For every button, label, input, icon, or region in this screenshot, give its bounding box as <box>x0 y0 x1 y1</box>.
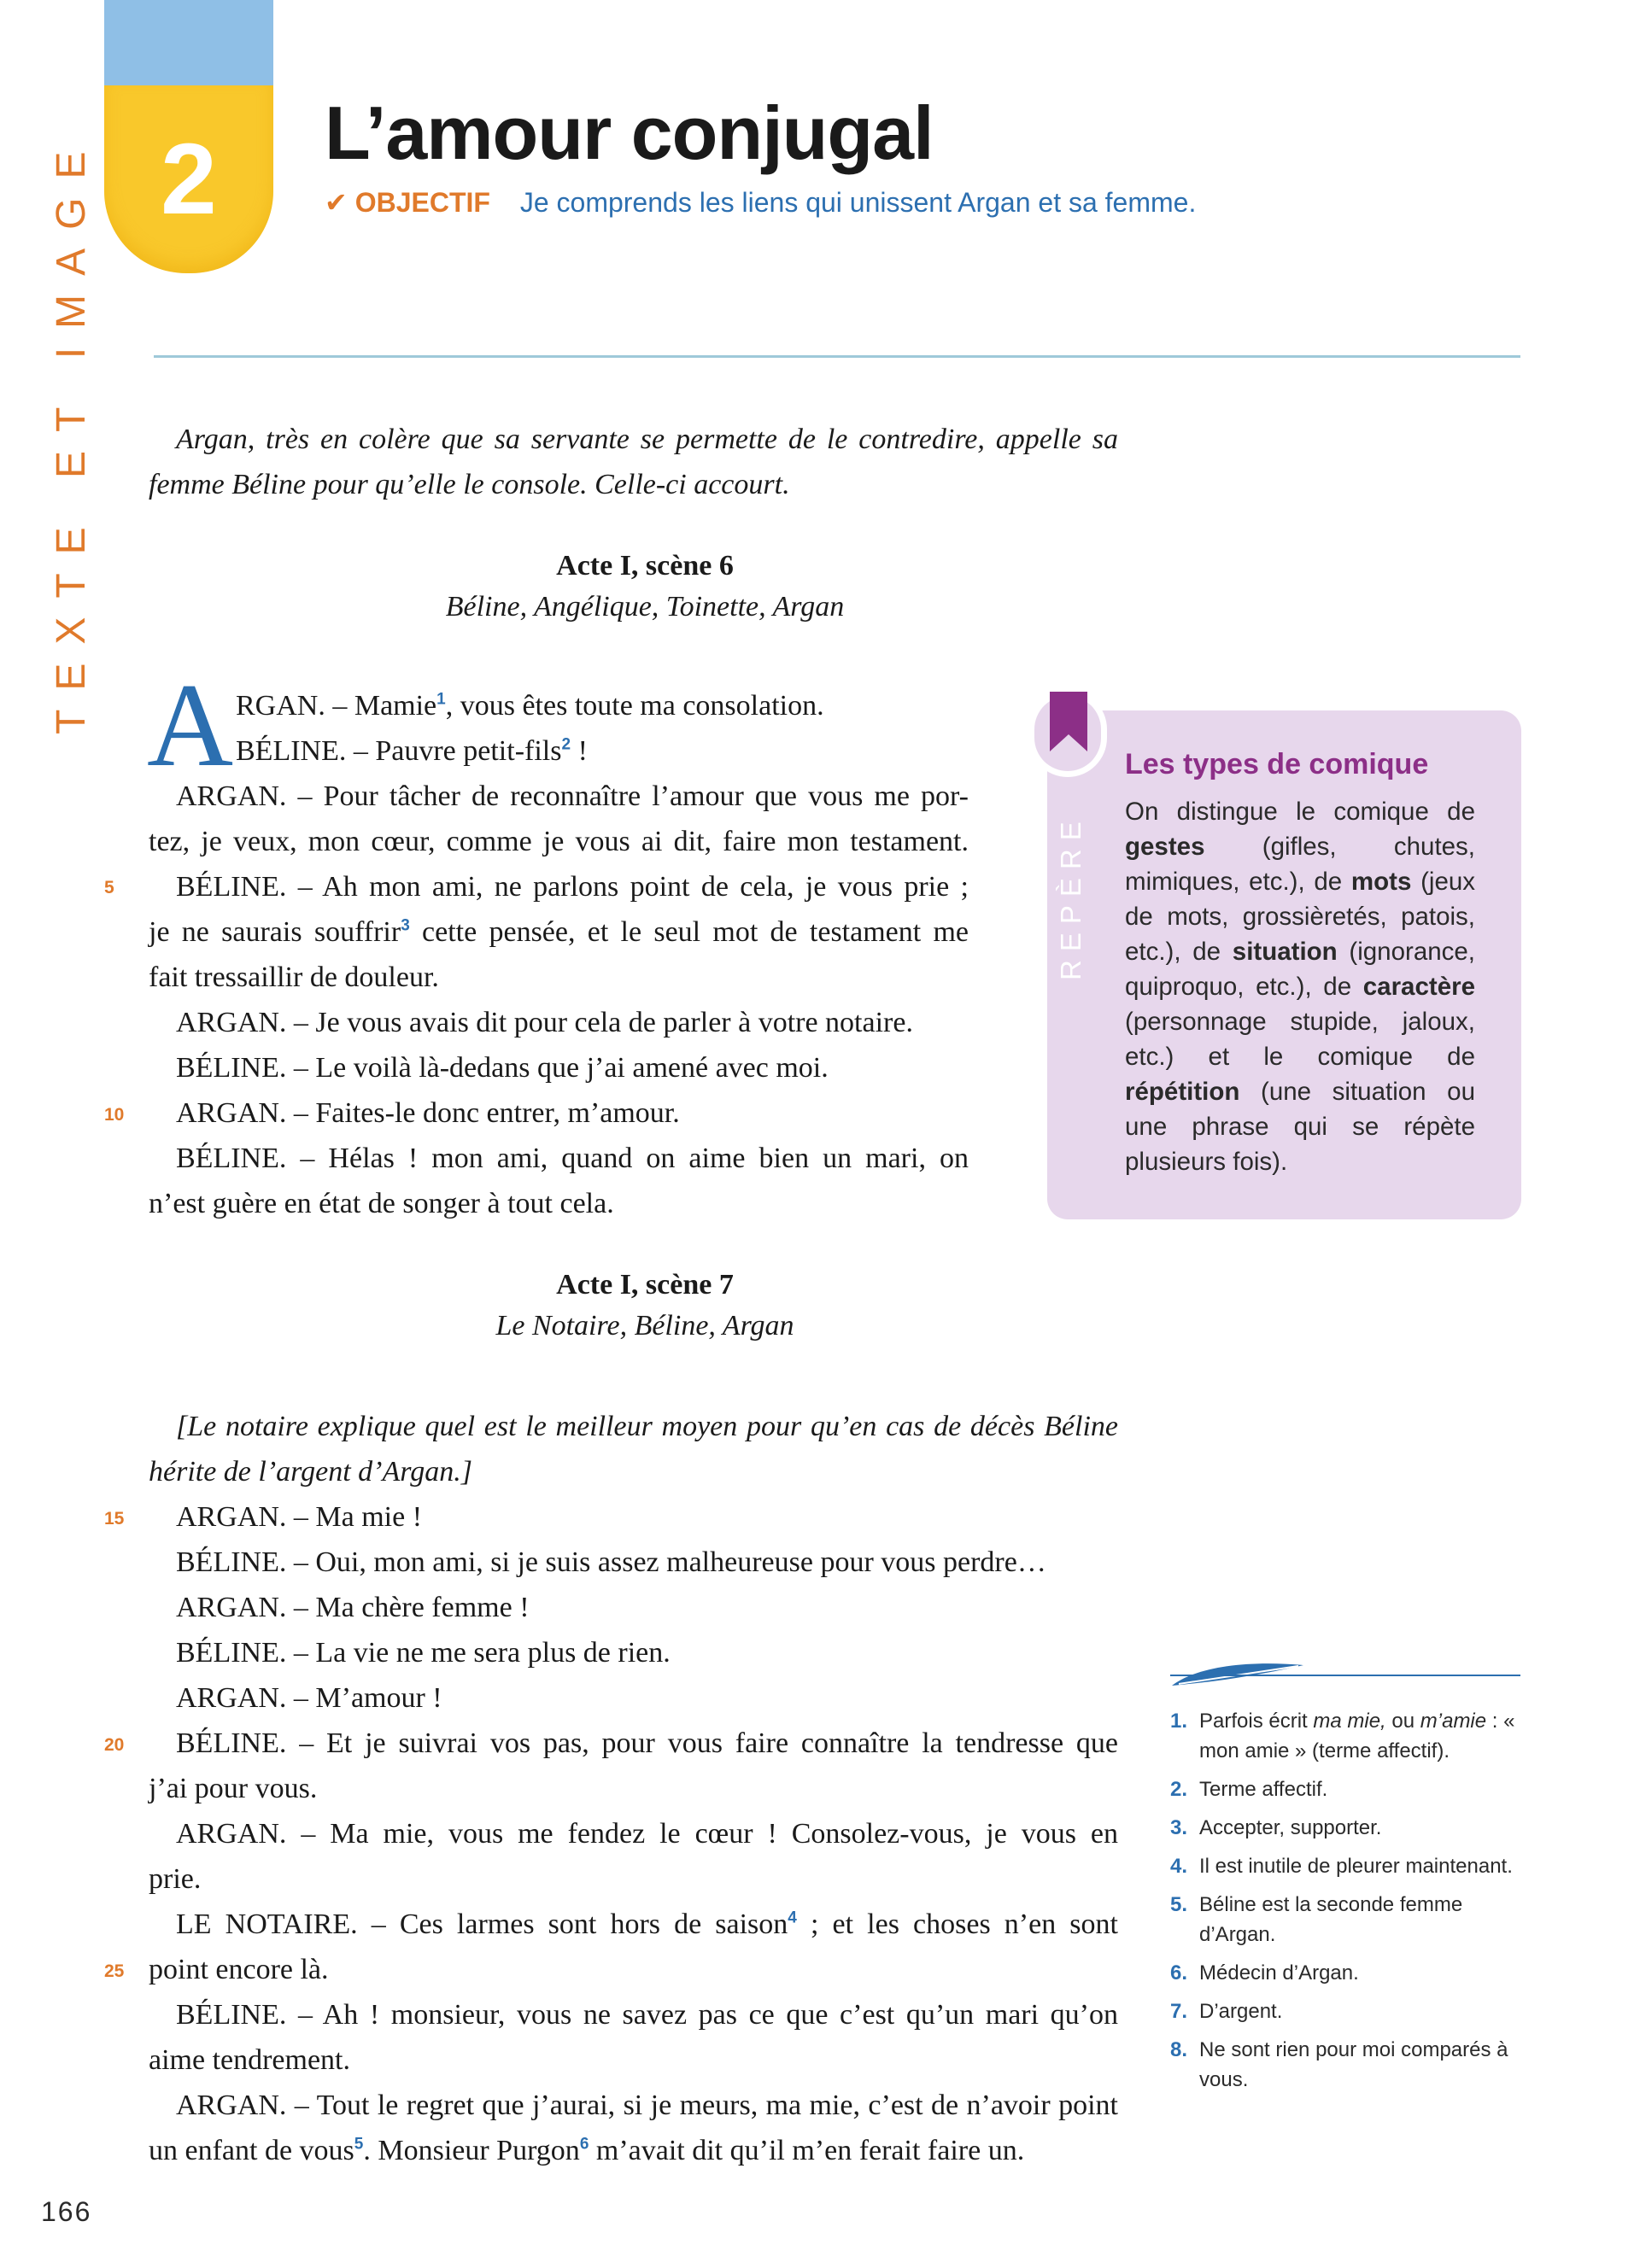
footnote-ref: 3 <box>401 916 410 935</box>
section-side-label: TEXTE ET IMAGE <box>49 132 94 734</box>
objective-label: OBJECTIF <box>354 187 490 218</box>
scene-6-heading <box>149 550 1141 623</box>
line-number: 10 <box>104 1105 125 1125</box>
dialogue-line: BÉLINE. – Le voilà là-dedans que j’ai amené avec moi. <box>176 1052 829 1084</box>
intro-paragraph: Argan, très en colère que sa servante se permette de le contredire, appelle sa femme Béline pour qu’elle le console. Celle-ci accourt. <box>149 424 1118 500</box>
check-icon: ✔ <box>325 187 348 218</box>
line-number: 15 <box>104 1509 125 1529</box>
dialogue-line: LE NOTAIRE. – Ces larmes sont hors de saison$^4$ ; et les choses n’en sont <box>176 1909 1118 1940</box>
dialogue-line: ARGAN. – Tout le regret que j’aurai, si je meurs, ma mie, c’est de n’avoir point <box>176 2090 1118 2121</box>
page-title: L’amour conjugal <box>325 91 934 175</box>
drop-cap: A <box>147 659 234 792</box>
dialogue-line: BÉLINE. – Ah mon ami, ne parlons point de cela, je vous prie ; <box>176 871 969 903</box>
chapter-number-badge <box>104 85 273 273</box>
dialogue-line: ARGAN. – Faites-le donc entrer, m’amour. <box>176 1097 680 1129</box>
dialogue-line: BÉLINE. – Hélas ! mon ami, quand on aime bien un mari, on <box>176 1143 969 1174</box>
dialogue-line: tez, je veux, mon cœur, comme je vous ai dit, faire mon testament. <box>149 826 969 857</box>
dialogue-line: aime tendrement. <box>149 2044 351 2076</box>
footnote-item: 5. Béline est la seconde femme d’Argan. <box>1170 1893 1463 1946</box>
dialogue-line: BÉLINE. – Oui, mon ami, si je suis assez malheureuse pour vous perdre… <box>176 1546 1046 1578</box>
dialogue-line: un enfant de vous$^5$. Monsieur Purgon$^6$ m’avait dit qu’il m’en ferait faire un. <box>149 2135 1025 2166</box>
dialogue-line: ARGAN. – Pour tâcher de reconnaître l’amour que vous me por- <box>176 780 969 812</box>
dialogue-line: ARGAN. – Je vous avais dit pour cela de parler à votre notaire. <box>176 1007 913 1038</box>
line-number: 25 <box>104 1961 125 1981</box>
repere-title: Les types de comique <box>1125 748 1429 780</box>
dialogue-line: BÉLINE. – La vie ne me sera plus de rien. <box>176 1637 671 1669</box>
dialogue-line: ARGAN. – Ma chère femme ! <box>176 1592 530 1623</box>
dialogue-line: point encore là. <box>149 1954 329 1985</box>
line-number: 20 <box>104 1735 125 1755</box>
scene-6-characters: Béline, Angélique, Toinette, Argan <box>445 591 845 623</box>
scene-7-title: Acte I, scène 7 <box>556 1269 734 1301</box>
footnote-item: 7. D’argent. <box>1170 2000 1283 2023</box>
footnote-ref: 4 <box>788 1909 797 1927</box>
footnote-item: 4. Il est inutile de pleurer maintenant. <box>1170 1855 1513 1878</box>
line-number: 5 <box>104 878 114 897</box>
bookmark-icon <box>1046 692 1091 757</box>
dialogue-line: BÉLINE. – Ah ! monsieur, vous ne savez pas ce que c’est qu’un mari qu’on <box>176 1999 1118 2031</box>
footnote-item: 3. Accepter, supporter. <box>1170 1816 1382 1839</box>
footnote-item: 6. Médecin d’Argan. <box>1170 1961 1359 1984</box>
dialogue-line: ARGAN. – Ma mie, vous me fendez le cœur ! Consolez-vous, je vous en <box>176 1818 1118 1850</box>
scene-7-heading <box>149 1269 1141 1342</box>
notes-divider <box>1170 1675 1520 1676</box>
page-number: 166 <box>41 2196 92 2227</box>
scene-6-title: Acte I, scène 6 <box>556 550 734 582</box>
header-divider <box>154 355 1520 358</box>
scene-7-characters: Le Notaire, Béline, Argan <box>495 1310 794 1342</box>
footnote-item: 8. Ne sont rien pour moi comparés à vous. <box>1170 2038 1508 2091</box>
chapter-number: 2 <box>161 123 217 236</box>
dialogue-line: ARGAN. – Ma mie ! <box>176 1501 423 1533</box>
stage-direction: hérite de l’argent d’Argan.] <box>149 1456 472 1488</box>
dialogue-line: je ne saurais souffrir$^3$ cette pensée, et le seul mot de testament me <box>149 916 969 948</box>
footnote-item: 2. Terme affectif. <box>1170 1778 1328 1801</box>
repere-text: On distingue le comique de gestes (gifles, chutes, mimiques, etc.), de mots (jeux de mots, grossièretés, patois, etc.), de situation (ignorance, quiproquo, etc.), de caractère (personnage stupide, jaloux, etc.) et le comique de répétition (une situation ou une phrase qui se répète plusieurs fois). <box>1125 798 1476 1176</box>
dialogue-line: RGAN. – Mamie$^1$, vous êtes toute ma consolation. <box>236 690 824 722</box>
dialogue-line: fait tressaillir de douleur. <box>149 962 439 993</box>
repere-label: REPÈRE <box>1055 813 1086 980</box>
footnote-item: 1. Parfois écrit ma mie, ou m’amie : « mon amie » (terme affectif). <box>1170 1710 1515 1762</box>
footnotes-list <box>1170 1706 1520 2103</box>
dialogue-line: n’est guère en état de songer à tout cela. <box>149 1188 614 1219</box>
objective <box>325 186 1196 219</box>
objective-text: Je comprends les liens qui unissent Argan et sa femme. <box>519 187 1197 218</box>
dialogue-line: prie. <box>149 1863 202 1895</box>
dialogue-line: ARGAN. – M’amour ! <box>176 1682 442 1714</box>
footnote-ref: 6 <box>579 2135 589 2154</box>
footnote-ref: 2 <box>561 735 571 754</box>
stage-direction: [Le notaire explique quel est le meilleur moyen pour qu’en cas de décès Béline <box>176 1411 1118 1442</box>
dialogue-line: BÉLINE. – Et je suivrai vos pas, pour vous faire connaître la tendresse que <box>176 1727 1118 1759</box>
dialogue-line: BÉLINE. – Pauvre petit-fils$^2$ ! <box>236 735 588 767</box>
footnote-ref: 5 <box>354 2135 364 2154</box>
footnote-ref: 1 <box>436 690 446 709</box>
dialogue-line: j’ai pour vous. <box>149 1773 318 1804</box>
